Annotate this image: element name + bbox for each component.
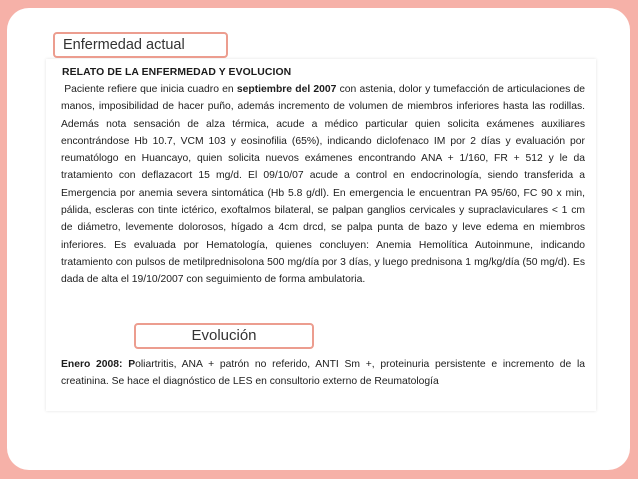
history-paragraph (61, 81, 585, 289)
history-text-start: Paciente refiere que inicia cuadro en (64, 84, 237, 95)
enfermedad-actual-label: Enfermedad actual (53, 32, 228, 58)
evolucion-label: Evolución (134, 323, 314, 349)
document-image (46, 59, 596, 411)
evolution-text: oliartritis, ANA + patrón no referido, ANTI Sm +, proteinuria persistente e incremento de la creatinina. Se hace el diagnóstico de LES en consultorio externo de Reumatología (61, 359, 585, 388)
history-text: con astenia, dolor y tumefacción de articulaciones de manos, imposibilidad de hacer puño, además incremento de volumen de miembros inferiores hasta las rodillas. Además nota sensación de alza térmica, acude a médico particular quien solicita exámenes auxiliares encontrándose Hb 10.7, VCM 103 y eosinofilia (65%), indicando diclofenaco IM por 2 días y evaluación por reumatólogo en Huancayo, quien solicita nuevos exámenes encontrando ANA + 1/160, FR + 512 y le da tratamiento con deflazacort 15 mg/d. El 09/10/07 acude a control en endocrinología, siendo transferida a Emergencia por anemia severa sintomática (Hb 5.8 g/dl). En emergencia le encuentran PA 95/60, FC 90 x min, pálida, escleras con tinte ictérico, exoftalmos bilateral, se palpan ganglios cervicales y supraclaviculares < 1 cm de diámetro, levemente dolorosos, hígado a 4cm drcd, se palpa punta de bazo y leve edema en miembros inferiores. Es evaluada por Hematología, quienes concluyen: Anemia Hemolítica Autoinmune, indicando tratamiento con pulsos de metilprednisolona 500 mg/día por 3 días, y luego prednisona 1 mg/kg/día (50 mg/d). Es dada de alta el 19/10/2007 con seguimiento de forma ambulatoria. (61, 84, 586, 286)
onset-date: septiembre del 2007 (236, 84, 337, 95)
document-heading: RELATO DE LA ENFERMEDAD Y EVOLUCION (62, 67, 292, 78)
evolution-date: Enero 2008: P (61, 359, 136, 370)
evolution-paragraph (61, 356, 585, 391)
